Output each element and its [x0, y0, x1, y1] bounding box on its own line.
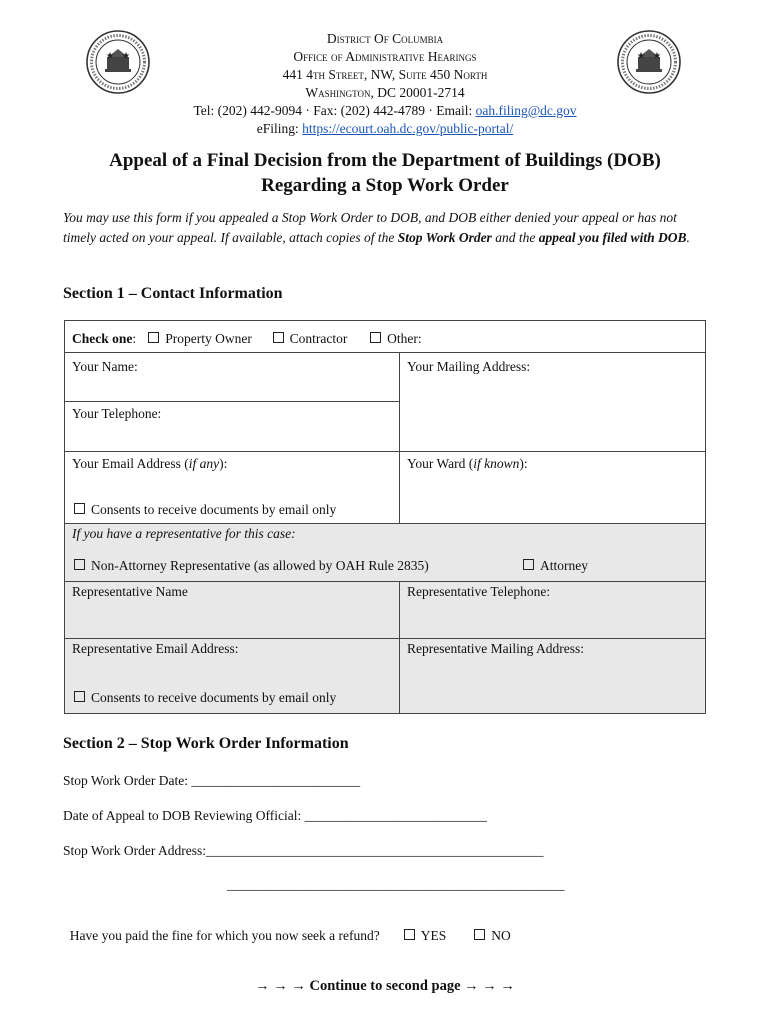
contact-line [0, 102, 770, 120]
contact-text: Tel: (202) 442-9094 · Fax: (202) 442-4789 · Email: [193, 103, 476, 118]
intro-part: and the [491, 230, 539, 245]
attorney-option [521, 558, 588, 574]
contractor-checkbox[interactable] [273, 332, 284, 343]
email-field[interactable] [65, 452, 400, 524]
ward-label: Your Ward ( [407, 456, 474, 471]
non-attorney-checkbox[interactable] [74, 559, 85, 570]
mailing-address-field[interactable] [400, 353, 706, 452]
continue-footer [0, 978, 770, 995]
continue-text: Continue to second page [309, 978, 461, 994]
check-one-row: Check one: Property Owner Contractor Other: [65, 321, 706, 353]
email-link[interactable]: oah.filing@dc.gov [475, 103, 577, 118]
intro-part: You may use this form if you appealed a Stop Work Order to DOB, and DOB either denied your appeal or has not timely acted on your appeal. If available, attach copies of the [63, 210, 677, 245]
header-line-2: Office of Administrative Hearings [293, 49, 477, 64]
fine-paid-row [63, 912, 511, 944]
email-consent-label: Consents to receive documents by email only [91, 502, 337, 517]
efiling-link[interactable]: https://ecourt.oah.dc.gov/public-portal/ [302, 121, 514, 136]
rep-email-label: Representative Email Address: [72, 641, 239, 656]
contact-info-table [64, 320, 706, 714]
section-2-heading: Section 2 – Stop Work Order Information [63, 735, 349, 752]
ward-label-end: ): [519, 456, 528, 471]
ward-label-italic: if known [473, 456, 520, 471]
representative-type-row [65, 524, 706, 582]
stop-work-order-address-line-2[interactable]: __________________________________________________ [227, 877, 565, 892]
fine-yes-checkbox[interactable] [404, 929, 415, 940]
representative-intro: If you have a representative for this case: [72, 526, 296, 541]
non-attorney-option [72, 558, 429, 574]
arrows-left-icon: → → → [255, 978, 306, 994]
your-name-field[interactable] [65, 353, 400, 402]
intro-bold: Stop Work Order [397, 230, 492, 245]
header-line-1: District Of Columbia [326, 31, 444, 46]
title-line-1: Appeal of a Final Decision from the Department of Buildings (DOB) [109, 150, 661, 171]
appeal-date-field[interactable]: Date of Appeal to DOB Reviewing Official: ___________________________ [63, 808, 487, 823]
intro-bold: appeal you filed with DOB [538, 230, 687, 245]
property-owner-label: Property Owner [165, 331, 252, 346]
arrows-right-icon: → → → [464, 978, 515, 994]
email-label-end: ): [219, 456, 228, 471]
rep-email-consent-checkbox[interactable] [74, 691, 85, 702]
fine-no-label: NO [491, 928, 511, 943]
stop-work-order-date-field[interactable]: Stop Work Order Date: _________________________ [63, 773, 361, 788]
efiling-label: eFiling: [256, 121, 303, 136]
telephone-label: Your Telephone: [72, 406, 162, 421]
check-one-label: Check one [72, 331, 133, 346]
header-line-4: Washington, DC 20001-2714 [305, 85, 465, 100]
mailing-address-label: Your Mailing Address: [407, 359, 531, 374]
fine-yes-label: YES [420, 928, 447, 943]
email-consent-checkbox[interactable] [74, 503, 85, 514]
rep-mailing-field[interactable] [400, 639, 706, 714]
your-name-label: Your Name: [72, 359, 138, 374]
email-label-italic: if any [188, 456, 220, 471]
header-line-3: 441 4th Street, NW, Suite 450 North [282, 67, 488, 82]
title-line-2: Regarding a Stop Work Order [261, 175, 509, 196]
section-1-heading: Section 1 – Contact Information [63, 285, 283, 302]
stop-work-order-address-field[interactable]: Stop Work Order Address:__________________________________________________ [63, 843, 544, 858]
intro-text [63, 208, 713, 248]
other-label: Other: [387, 331, 422, 346]
ward-field[interactable] [400, 452, 706, 524]
rep-email-consent-label: Consents to receive documents by email only [91, 690, 337, 705]
other-checkbox[interactable] [370, 332, 381, 343]
rep-mailing-label: Representative Mailing Address: [407, 641, 584, 656]
fine-no-checkbox[interactable] [474, 929, 485, 940]
intro-part: . [686, 230, 690, 245]
non-attorney-label: Non-Attorney Representative (as allowed by OAH Rule 2835) [91, 558, 429, 573]
rep-name-label: Representative Name [72, 584, 188, 599]
rep-telephone-label: Representative Telephone: [407, 584, 551, 599]
form-title [0, 148, 770, 198]
attorney-checkbox[interactable] [523, 559, 534, 570]
telephone-field[interactable] [65, 402, 400, 452]
email-consent [72, 502, 336, 518]
rep-email-consent [72, 690, 336, 706]
email-label: Your Email Address ( [72, 456, 189, 471]
rep-name-field[interactable] [65, 582, 400, 639]
fine-paid-question: Have you paid the fine for which you now seek a refund? [69, 928, 380, 943]
letterhead [0, 30, 770, 138]
rep-email-field[interactable] [65, 639, 400, 714]
efiling-line [0, 120, 770, 138]
property-owner-checkbox[interactable] [148, 332, 159, 343]
contractor-label: Contractor [289, 331, 348, 346]
rep-telephone-field[interactable] [400, 582, 706, 639]
attorney-label: Attorney [540, 558, 588, 573]
